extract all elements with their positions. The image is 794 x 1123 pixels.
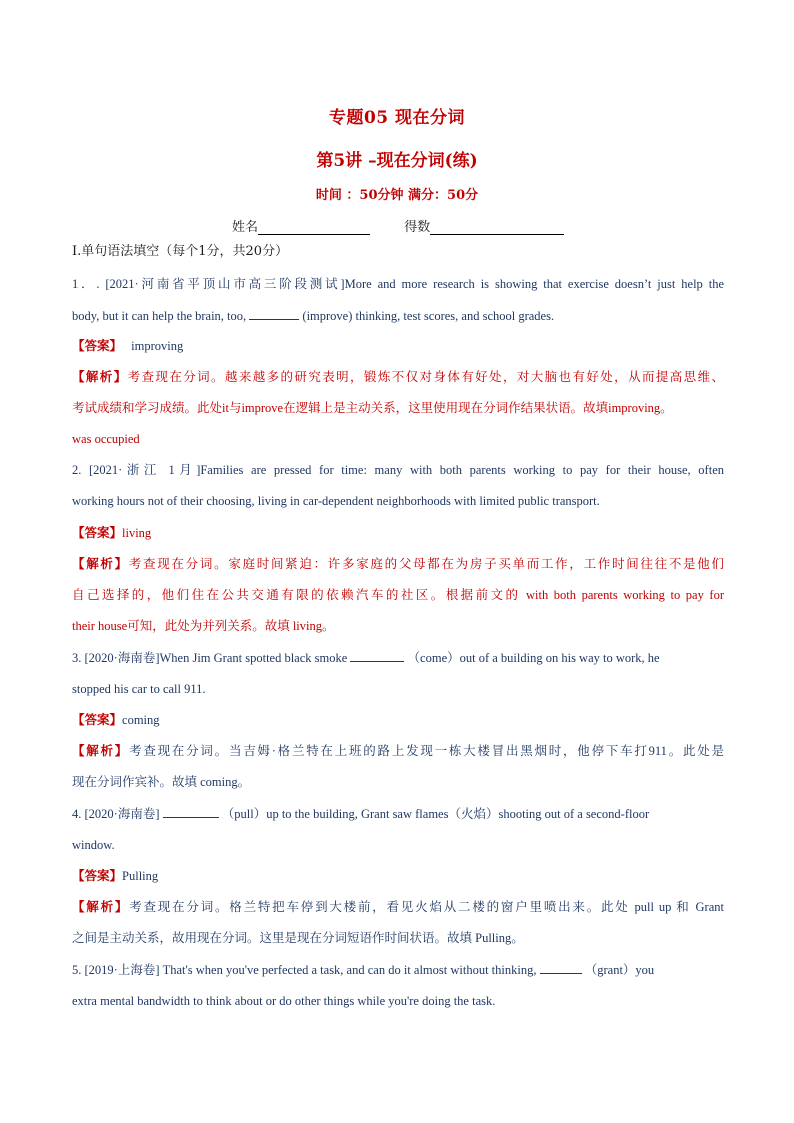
q4-stem-line1: [72, 805, 724, 822]
q3-analysis-line1: [72, 743, 724, 759]
q1-answer-text: improving: [131, 339, 184, 353]
q1-analysis-line1: [72, 369, 724, 385]
q3-stem-line2: stopped his car to call 911.: [72, 682, 206, 696]
q1-analysis-line2: 考试成绩和学习成绩。此处it与improve在逻辑上是主动关系，这里使用现在分词作结果状语。故填improving。: [72, 401, 673, 415]
q4-text-a: 4. [2020·海南卷]: [72, 807, 160, 821]
analysis-label: 【解析】: [72, 900, 130, 914]
name-blank[interactable]: [258, 220, 370, 235]
q1-text-a: body, but it can help the brain, too,: [72, 309, 247, 323]
q4-analysis-line1: [72, 899, 724, 915]
q1-stem-line1: 1．. [2021·河南省平顶山市高三阶段测试]More and more research is showing that exercise doesn’t just help the: [72, 277, 724, 291]
q2-analysis-text1: 考查现在分词。家庭时间紧迫：许多家庭的父母都在为房子买单而工作，工作时间往往不是他们: [128, 557, 724, 571]
analysis-label: 【解析】: [72, 557, 129, 571]
time-score-info: 时间 ：50分钟 满分：50分: [315, 188, 479, 203]
q1-text-b: (improve) thinking, test scores, and school grades.: [302, 309, 555, 323]
q2-stem-line1: 2. [2021·浙江 1月]Families are pressed for time: many with both parents working to pay for their house, often: [72, 463, 724, 477]
q2-analysis-line1: [72, 556, 724, 572]
page-title: 专题05 现在分词: [328, 108, 466, 128]
q2-answer-text: living: [122, 526, 152, 540]
score-blank[interactable]: [430, 220, 564, 235]
q1-analysis-text1: 考查现在分词。越来越多的研究表明，锻炼不仅对身体有好处，对大脑也有好处，从而提高思维、: [127, 370, 724, 384]
q3-stem-line1: [72, 649, 724, 666]
q5-text-b: （grant）you: [584, 963, 655, 977]
q2-stem-line2: working hours not of their choosing, living in car-dependent neighborhoods with limited public transport.: [72, 494, 600, 508]
answer-label: 【答案】: [72, 869, 123, 883]
q5-answer-blank[interactable]: [540, 961, 582, 974]
analysis-label: 【解析】: [72, 744, 130, 758]
q4-analysis-line2: 之间是主动关系，故用现在分词。这里是现在分词短语作时间状语。故填 Pulling。: [72, 931, 524, 945]
q5-stem-line2: extra mental bandwidth to think about or do other things while you're doing the task.: [72, 994, 496, 1008]
answer-label: 【答案】: [72, 526, 123, 540]
q4-answer-text: Pulling: [122, 869, 159, 883]
q4-answer: [72, 868, 724, 884]
q5-stem-line1: [72, 961, 724, 978]
q4-stem-line2: window.: [72, 838, 115, 852]
q3-text-a: 3. [2020·海南卷]When Jim Grant spotted black smoke: [72, 651, 348, 665]
q2-answer: [72, 525, 724, 541]
q4-analysis-text1: 考查现在分词。格兰特把车停到大楼前，看见火焰从二楼的窗户里喷出来。此处 pull up 和 Grant: [129, 900, 724, 914]
q3-analysis-line2: 现在分词作宾补。故填 coming。: [72, 775, 251, 789]
q3-text-b: （come）out of a building on his way to work, he: [407, 651, 660, 665]
q1-stem-line2: [72, 307, 724, 324]
q2-analysis-line3: their house可知，此处为并列关系。故填 living。: [72, 619, 335, 633]
q1-extra-text: was occupied: [72, 432, 140, 446]
section-heading: Ⅰ.单句语法填空（每个1分，共20分）: [72, 244, 289, 259]
q2-analysis-line2: 自己选择的，他们住在公共交通有限的依赖汽车的社区。根据前文的 with both parents working to pay for: [72, 588, 724, 602]
q5-text-a: 5. [2019·上海卷] That's when you've perfected a task, and can do it almost without thinking,: [72, 963, 537, 977]
page-subtitle: 第5讲 –现在分词(练): [316, 151, 478, 171]
analysis-label: 【解析】: [72, 370, 128, 384]
q1-answer: [72, 338, 724, 354]
q3-answer-blank[interactable]: [350, 649, 404, 662]
q1-answer-blank[interactable]: [249, 307, 299, 320]
q4-text-b: （pull）up to the building, Grant saw flames（火焰）shooting out of a second-floor: [221, 807, 650, 821]
name-label: 姓名: [232, 220, 259, 235]
name-score-row: [232, 216, 564, 235]
q3-answer: [72, 712, 724, 728]
answer-label: 【答案】: [72, 713, 123, 727]
score-label: 得数: [404, 220, 431, 235]
q3-analysis-text1: 考查现在分词。当吉姆·格兰特在上班的路上发现一栋大楼冒出黑烟时，他停下车打911。此处是: [129, 744, 724, 758]
answer-label: 【答案】: [72, 339, 123, 353]
q3-answer-text: coming: [122, 713, 160, 727]
q4-answer-blank[interactable]: [163, 805, 219, 818]
